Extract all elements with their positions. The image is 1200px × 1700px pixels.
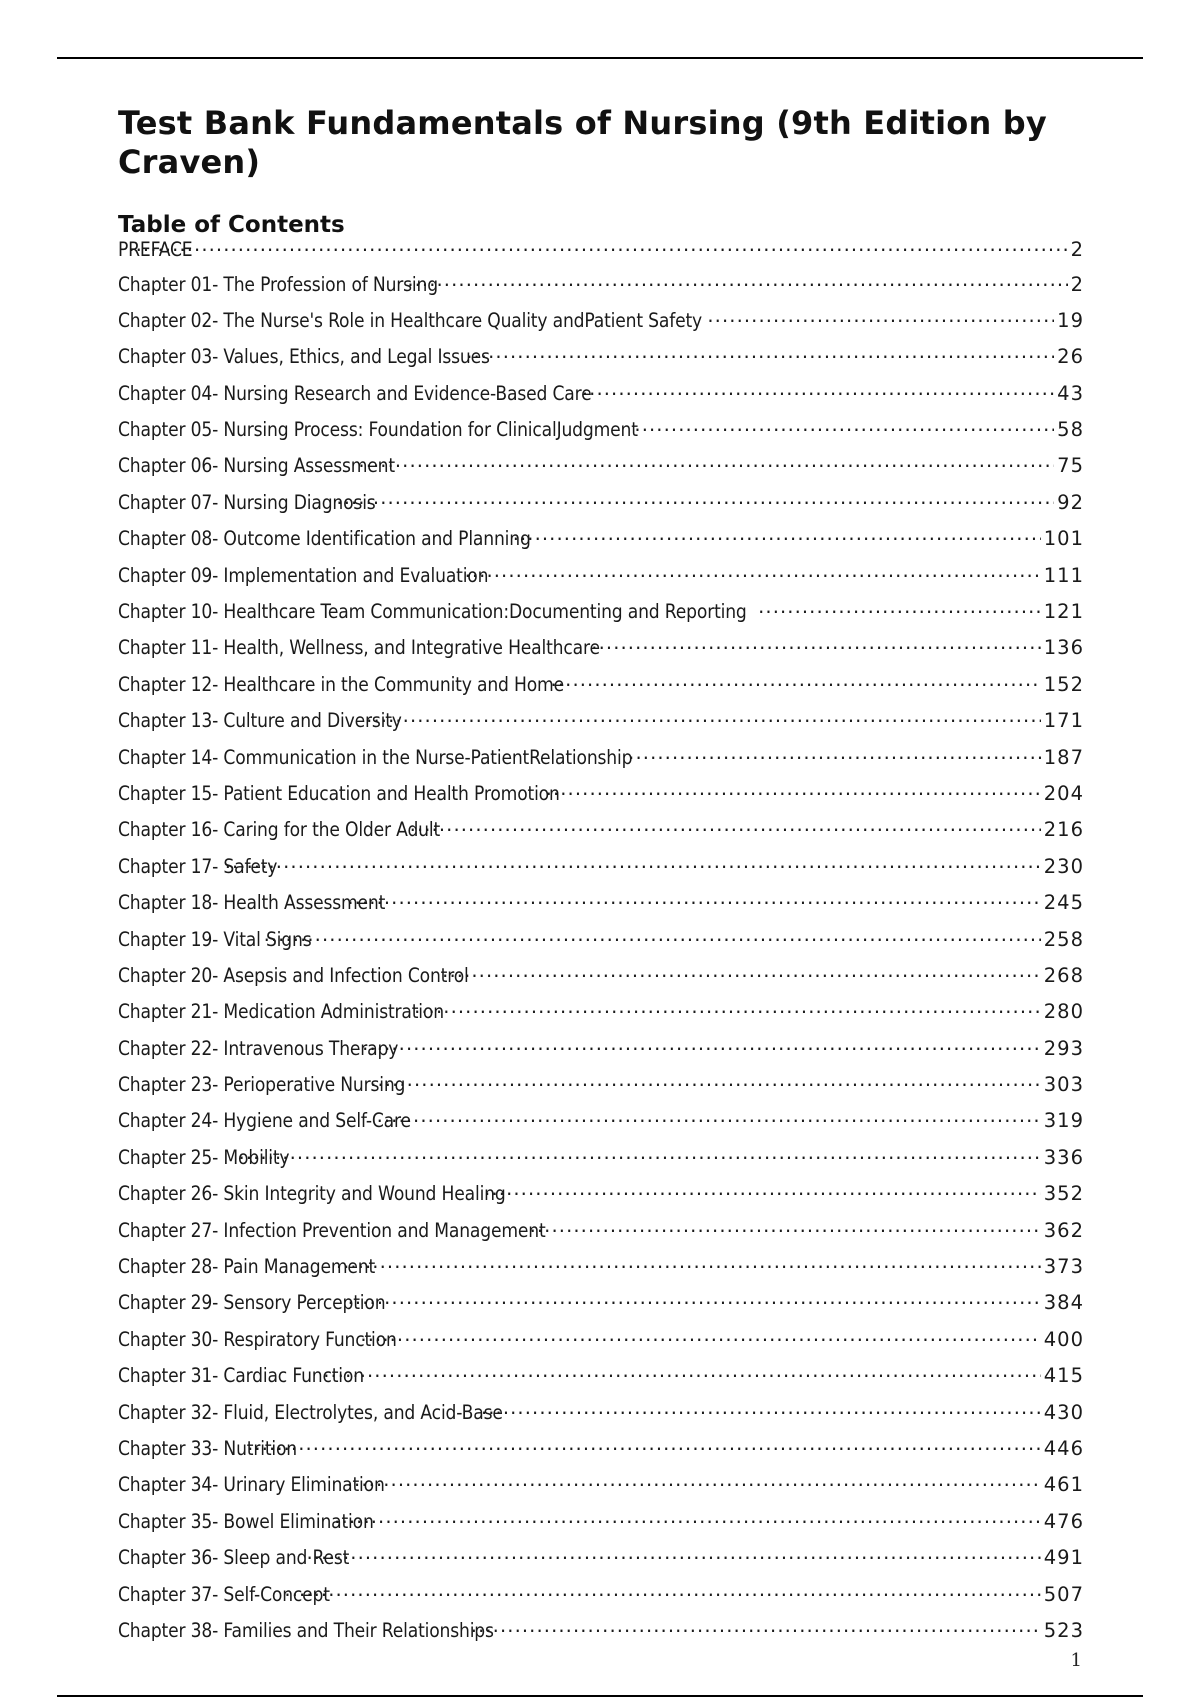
toc-entry-page: 491 (1043, 1546, 1084, 1570)
toc-entry[interactable] (118, 744, 1084, 780)
toc-entry-page: 92 (1057, 490, 1084, 514)
toc-entry-label: Chapter 16- Caring for the Older Adult (118, 818, 441, 842)
toc-entry-label: Chapter 15- Patient Education and Health Promotion (118, 781, 560, 805)
toc-entry-page: 101 (1043, 527, 1084, 551)
toc-entry-page: 400 (1043, 1327, 1084, 1351)
bottom-rule (57, 1695, 1143, 1697)
toc-dot-leader (362, 1035, 1041, 1055)
toc-entry-page: 446 (1043, 1437, 1084, 1460)
toc-entry-page: 268 (1043, 963, 1084, 987)
toc-entry[interactable] (118, 271, 1084, 307)
toc-entry[interactable] (118, 489, 1084, 525)
toc-entry-label: Chapter 10- Healthcare Team Communication:Documenting and Reporting (118, 600, 747, 624)
toc-dot-leader (247, 1436, 1041, 1456)
toc-entry[interactable] (118, 926, 1084, 962)
toc-dot-leader (546, 780, 1041, 800)
toc-entry-label: Chapter 36- Sleep and Rest (118, 1546, 350, 1570)
toc-entry-page: 58 (1057, 418, 1084, 442)
toc-entry-label: Chapter 07- Nursing Diagnosis (118, 490, 376, 514)
toc-entry[interactable] (118, 453, 1084, 489)
toc-entry-page: 415 (1043, 1364, 1084, 1388)
toc-entry-label: Chapter 19- Vital Signs (118, 927, 312, 951)
toc-entry-label: Chapter 20- Asepsis and Infection Control (118, 963, 469, 987)
toc-entry[interactable] (118, 708, 1084, 744)
toc-entry-label: Chapter 31- Cardiac Function (118, 1364, 364, 1388)
toc-dot-leader (471, 1617, 1041, 1637)
toc-entry[interactable] (118, 1072, 1084, 1108)
toc-dot-leader (336, 1254, 1041, 1274)
toc-entry-label: Chapter 13- Culture and Diversity (118, 709, 402, 733)
toc-entry[interactable] (118, 1035, 1084, 1071)
toc-entry-page: 152 (1043, 672, 1084, 696)
toc-entry-page: 245 (1043, 891, 1084, 915)
toc-dot-leader (347, 890, 1040, 910)
toc-entry[interactable] (118, 562, 1084, 598)
toc-entry[interactable] (118, 853, 1084, 889)
toc-entry-page: 258 (1043, 927, 1084, 951)
page-content (118, 104, 1084, 1654)
toc-dot-leader (323, 1363, 1041, 1383)
toc-entry-label: Chapter 17- Safety (118, 854, 278, 878)
toc-dot-leader (634, 417, 1054, 437)
toc-entry-page: 430 (1043, 1400, 1084, 1424)
toc-entry-label: Chapter 37- Self-Concept (118, 1582, 330, 1606)
toc-dot-leader (264, 926, 1041, 946)
toc-entry-label: Chapter 24- Hygiene and Self-Care (118, 1109, 411, 1133)
toc-dot-leader (366, 708, 1041, 728)
toc-dot-leader (513, 526, 1041, 546)
toc-dot-leader (591, 635, 1040, 655)
toc-entry-page: 476 (1043, 1509, 1084, 1533)
toc-entry-page: 204 (1043, 781, 1084, 805)
toc-dot-leader (347, 1472, 1041, 1492)
toc-entry-label: Chapter 08- Outcome Identification and Planning (118, 527, 531, 551)
toc-entry[interactable] (118, 1254, 1084, 1290)
toc-entry-label: Chapter 09- Implementation and Evaluation (118, 563, 489, 587)
toc-entry[interactable] (118, 1217, 1084, 1253)
toc-entry-label: Chapter 32- Fluid, Electrolytes, and Acid-Base (118, 1400, 503, 1424)
toc-dot-leader (370, 1072, 1041, 1092)
toc-entry[interactable] (118, 962, 1084, 998)
toc-dot-leader (466, 344, 1054, 364)
toc-entry[interactable] (118, 1363, 1084, 1399)
toc-dot-leader (225, 853, 1041, 873)
toc-entry-label: Chapter 27- Infection Prevention and Management (118, 1218, 546, 1242)
toc-entry-label: Chapter 18- Health Assessment (118, 891, 386, 915)
toc-entry-label: Chapter 35- Bowel Elimination (118, 1509, 374, 1533)
toc-entry[interactable] (118, 1144, 1084, 1180)
toc-entry-page: 187 (1043, 745, 1084, 769)
toc-entry-label: Chapter 14- Communication in the Nurse-PatientRelationship (118, 745, 633, 769)
toc-entry-page: 352 (1043, 1182, 1084, 1206)
toc-entry[interactable] (118, 599, 1084, 635)
toc-entry[interactable] (118, 1290, 1084, 1326)
toc-entry[interactable] (118, 307, 1084, 343)
toc-dot-leader (239, 1144, 1041, 1164)
toc-dot-leader (407, 271, 1067, 291)
toc-entry-label: Chapter 05- Nursing Process: Foundation for ClinicalJudgment (118, 418, 638, 442)
toc-entry[interactable] (118, 417, 1084, 453)
toc-entry[interactable] (118, 1545, 1084, 1581)
toc-entry[interactable] (118, 526, 1084, 562)
toc-dot-leader (758, 599, 1041, 619)
toc-entry[interactable] (118, 344, 1084, 380)
toc-entry-page: 43 (1057, 381, 1084, 405)
toc-dot-leader (334, 1508, 1041, 1528)
toc-entry-label: Chapter 23- Perioperative Nursing (118, 1073, 406, 1097)
toc-entry-page: 121 (1043, 600, 1084, 624)
toc-entry-label: Chapter 12- Healthcare in the Community and Home (118, 672, 564, 696)
toc-entry-page: 461 (1043, 1473, 1084, 1497)
toc-entry-page: 2 (1070, 237, 1084, 261)
document-title: Test Bank Fundamentals of Nursing (9th Edition by Craven) (118, 104, 1047, 181)
toc-entry-page: 26 (1057, 345, 1084, 369)
toc-entry[interactable] (118, 1581, 1084, 1617)
toc-dot-leader (348, 1290, 1041, 1310)
toc-entry-page: 230 (1043, 854, 1084, 878)
toc-entry-page: 111 (1043, 563, 1084, 587)
toc-entry-page: 362 (1043, 1218, 1084, 1242)
toc-entry-page: 384 (1043, 1291, 1084, 1315)
toc-entry-label: Chapter 38- Families and Their Relationships (118, 1618, 494, 1642)
toc-entry-label: Chapter 03- Values, Ethics, and Legal Issues (118, 345, 490, 369)
toc-entry-page: 336 (1043, 1145, 1084, 1169)
top-rule (57, 57, 1143, 59)
toc-entry-page: 171 (1043, 709, 1084, 733)
toc-entry-page: 373 (1043, 1255, 1084, 1279)
toc-entry[interactable] (118, 780, 1084, 816)
toc-entry[interactable] (118, 817, 1084, 853)
toc-entry[interactable] (118, 999, 1084, 1035)
toc-entry-label: Chapter 04- Nursing Research and Evidence-Based Care (118, 381, 592, 405)
toc-entry-label: Chapter 29- Sensory Perception (118, 1291, 386, 1315)
toc-entry-page: 2 (1070, 272, 1084, 296)
toc-dot-leader (530, 1217, 1041, 1237)
toc-dot-leader (484, 1181, 1041, 1201)
toc-entry[interactable] (118, 1108, 1084, 1144)
toc-entry[interactable] (118, 236, 1084, 271)
toc-entry-label: Chapter 06- Nursing Assessment (118, 454, 395, 478)
toc-entry[interactable] (118, 1472, 1084, 1508)
toc-entry-label: Chapter 21- Medication Administration (118, 1000, 444, 1024)
toc-heading: Table of Contents (118, 212, 345, 238)
toc-entry-label: PREFACE (118, 237, 193, 261)
toc-entry-page: 523 (1043, 1618, 1084, 1642)
toc-entry-label: Chapter 33- Nutrition (118, 1437, 297, 1460)
toc-dot-leader (306, 1545, 1040, 1565)
toc-entry[interactable] (118, 1508, 1084, 1544)
toc-entry-label: Chapter 26- Skin Integrity and Wound Healing (118, 1182, 506, 1206)
toc-dot-leader (284, 1581, 1040, 1601)
toc-entry-page: 507 (1043, 1582, 1084, 1606)
toc-entry[interactable] (118, 1617, 1084, 1653)
toc-entry[interactable] (118, 890, 1084, 926)
toc-dot-leader (360, 1326, 1040, 1346)
toc-entry-label: Chapter 34- Urinary Elimination (118, 1473, 385, 1497)
toc-entry-label: Chapter 11- Health, Wellness, and Integrative Healthcare (118, 636, 600, 660)
toc-entry-page: 319 (1043, 1109, 1084, 1133)
toc-entry-label: Chapter 25- Mobility (118, 1145, 290, 1169)
page-number: 1 (1070, 1650, 1082, 1671)
toc-entry[interactable] (118, 671, 1084, 707)
toc-entry[interactable] (118, 1326, 1084, 1362)
toc-entry[interactable] (118, 1399, 1084, 1435)
toc-entry-label: Chapter 01- The Profession of Nursing (118, 272, 438, 296)
toc-entry-label: Chapter 30- Respiratory Function (118, 1327, 397, 1351)
toc-entry-page: 136 (1043, 636, 1084, 660)
toc-dot-leader (128, 236, 1067, 256)
toc-list (118, 236, 1084, 1654)
toc-entry-page: 216 (1043, 818, 1084, 842)
toc-entry-page: 303 (1043, 1073, 1084, 1097)
toc-entry[interactable] (118, 1436, 1084, 1472)
toc-entry[interactable] (118, 380, 1084, 416)
toc-dot-leader (707, 307, 1054, 327)
toc-dot-leader (628, 744, 1041, 764)
toc-dot-leader (481, 1399, 1041, 1419)
toc-dot-leader (465, 562, 1041, 582)
toc-entry[interactable] (118, 1181, 1084, 1217)
toc-entry-page: 280 (1043, 1000, 1084, 1024)
toc-entry-label: Chapter 22- Intravenous Therapy (118, 1036, 399, 1060)
toc-dot-leader (442, 962, 1041, 982)
toc-dot-leader (582, 380, 1054, 400)
toc-entry-label: Chapter 02- The Nurse's Role in Healthcare Quality andPatient Safety (118, 308, 703, 332)
toc-dot-leader (377, 1108, 1041, 1128)
toc-dot-leader (414, 999, 1041, 1019)
toc-dot-leader (336, 489, 1054, 509)
toc-entry-page: 19 (1057, 308, 1084, 332)
toc-entry-page: 293 (1043, 1036, 1084, 1060)
toc-dot-leader (410, 817, 1041, 837)
toc-entry[interactable] (118, 635, 1084, 671)
toc-entry-page: 75 (1057, 454, 1084, 478)
toc-entry-label: Chapter 28- Pain Management (118, 1255, 376, 1279)
toc-dot-leader (358, 453, 1054, 473)
toc-dot-leader (551, 671, 1041, 691)
